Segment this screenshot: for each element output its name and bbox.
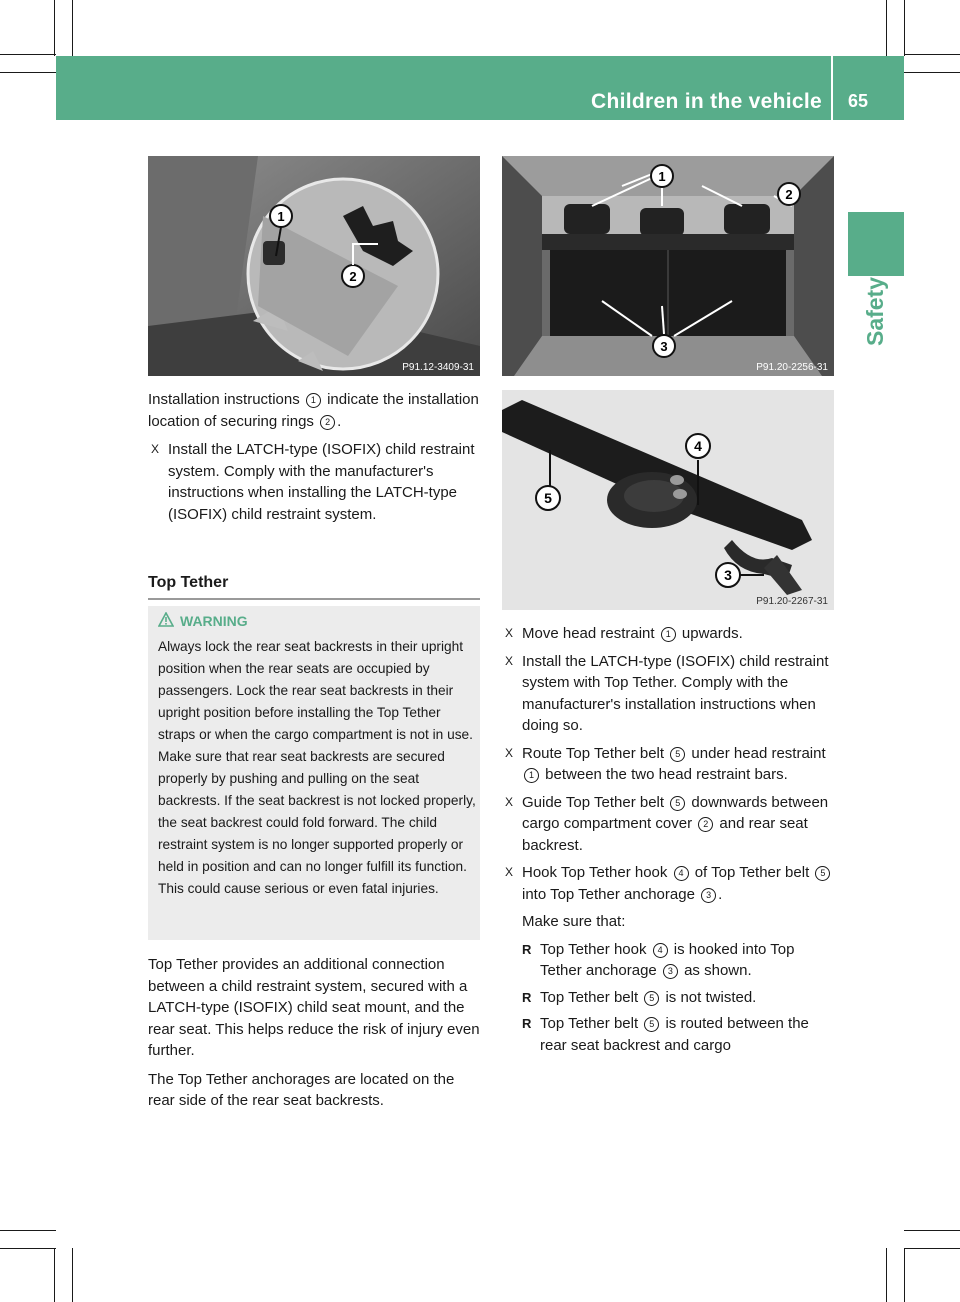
header-divider (831, 56, 833, 120)
callout-marker (716, 563, 740, 587)
intro-text (148, 389, 480, 531)
callout-ref: 5 (670, 747, 685, 762)
figure-code: P91.20-2267-31 (756, 596, 828, 607)
crop-mark (904, 1248, 905, 1302)
svg-text:2: 2 (349, 269, 357, 284)
figure-isofix-rings (148, 156, 480, 376)
callout-ref: 3 (663, 964, 678, 979)
step-marker: X (505, 745, 514, 760)
crop-mark (886, 0, 887, 56)
svg-text:4: 4 (694, 438, 702, 454)
page-title: Children in the vehicle (591, 90, 822, 113)
dot-marker: R (522, 989, 532, 1005)
paragraph: The Top Tether anchorages are located on the rear side of the rear seat backrests. (148, 1070, 455, 1109)
svg-text:1: 1 (658, 169, 666, 184)
svg-text:1: 1 (277, 209, 285, 224)
callout-ref: 1 (524, 768, 539, 783)
body-text (148, 954, 482, 1119)
crop-mark (0, 54, 56, 55)
callout-ref: 4 (674, 866, 689, 881)
check-item: R Top Tether hook 4 is hooked into Top Tether anchorage 3 as shown. (522, 940, 795, 979)
crop-mark (72, 1248, 73, 1302)
page-number: 65 (848, 91, 869, 111)
step-item: X Hook Top Tether hook 4 of Top Tether belt 5 into Top Tether anchorage 3 . (502, 862, 836, 905)
step-marker: X (505, 626, 514, 640)
svg-text:2: 2 (785, 187, 793, 202)
intro-paragraph: Installation instructions 1 indicate the installation location of securing rings 2 . (148, 391, 479, 430)
callout-ref: 5 (670, 796, 685, 811)
warning-text: Always lock the rear seat backrests in their upright position when the rear seats are occupied by passengers. Lock the rear seat backrests in their upright position before installing the Top Tether straps or when the cargo compartment is not in use. Make sure that rear seat backrests are secured properly by pushing and pulling on the seat backrests. If the seat backrest is not locked properly, the seat backrest could fold forward. The child restraint system is no longer supported properly or held in position and can no longer fulfill its function. This could cause serious or even fatal injuries. (158, 639, 476, 896)
step-item: X Move head restraint 1 upwards. (502, 623, 836, 645)
dot-marker: R (522, 1016, 532, 1031)
crop-mark (0, 1248, 56, 1249)
callout-ref: 5 (644, 991, 659, 1006)
step-item: X Install the LATCH-type (ISOFIX) child restraint system. Comply with the manufacturer's instructions when installing the LATCH-type (ISOFIX) child restraint system. (151, 441, 475, 523)
paragraph: Top Tether provides an additional connection between a child restraint system, secured with a LATCH-type (ISOFIX) child seat mount, and the rear seat. This helps reduce the risk of injury even further. (148, 956, 480, 1059)
callout-marker (536, 486, 560, 510)
step-item: X Guide Top Tether belt 5 downwards between cargo compartment cover 2 and rear seat backrest. (505, 793, 829, 854)
warning-header: WARNING (158, 612, 248, 630)
callout-marker (778, 183, 800, 205)
callout-marker (686, 434, 710, 458)
crop-mark (54, 1248, 55, 1302)
crop-mark (904, 54, 960, 55)
crop-mark (904, 0, 905, 56)
callout-marker (270, 205, 292, 227)
callout-marker (651, 165, 673, 187)
figure-tether-hook (502, 390, 834, 610)
callout-ref: 2 (320, 415, 335, 430)
dot-marker: R (522, 941, 532, 957)
crop-mark (904, 72, 960, 73)
crop-mark (0, 1230, 56, 1231)
section-heading: Top Tether (148, 574, 229, 591)
section-tab (848, 212, 904, 276)
crop-mark (72, 0, 73, 56)
callout-ref: 3 (701, 888, 716, 903)
crop-mark (0, 72, 56, 73)
svg-text:3: 3 (660, 339, 668, 354)
crop-mark (904, 1230, 960, 1231)
section-label: Safety (862, 276, 889, 346)
crop-mark (54, 0, 55, 56)
step-marker: X (505, 865, 514, 879)
check-item: R Top Tether belt 5 is not twisted. (502, 987, 836, 1009)
heading-rule (148, 598, 480, 600)
warning-icon (158, 612, 174, 630)
step-item: X Route Top Tether belt 5 under head restraint 1 between the two head restraint bars. (505, 744, 826, 783)
step-marker: X (151, 442, 160, 456)
figure-code: P91.12-3409-31 (402, 362, 474, 373)
crop-mark (886, 1248, 887, 1302)
step-marker: X (505, 653, 514, 668)
callout-ref: 1 (661, 627, 676, 642)
make-sure-label: Make sure that: (522, 913, 626, 930)
check-item: R Top Tether belt 5 is routed between the rear seat backrest and cargo (522, 1015, 809, 1054)
callout-ref: 4 (653, 943, 668, 958)
callout-marker (342, 265, 364, 287)
step-item: X Install the LATCH-type (ISOFIX) child restraint system with Top Tether. Comply with the manufacturer's installation instructions when doing so. (505, 652, 829, 734)
figure-code: P91.20-2256-31 (756, 362, 828, 373)
step-marker: X (505, 794, 514, 809)
figure-cargo-area (502, 156, 834, 376)
crop-mark (904, 1248, 960, 1249)
callout-ref: 1 (306, 393, 321, 408)
callout-marker (653, 335, 675, 357)
instructions (502, 623, 836, 1061)
svg-text:3: 3 (724, 567, 732, 583)
callout-ref: 5 (644, 1017, 659, 1032)
callout-ref: 5 (815, 866, 830, 881)
svg-text:5: 5 (544, 490, 552, 506)
callout-ref: 2 (698, 817, 713, 832)
